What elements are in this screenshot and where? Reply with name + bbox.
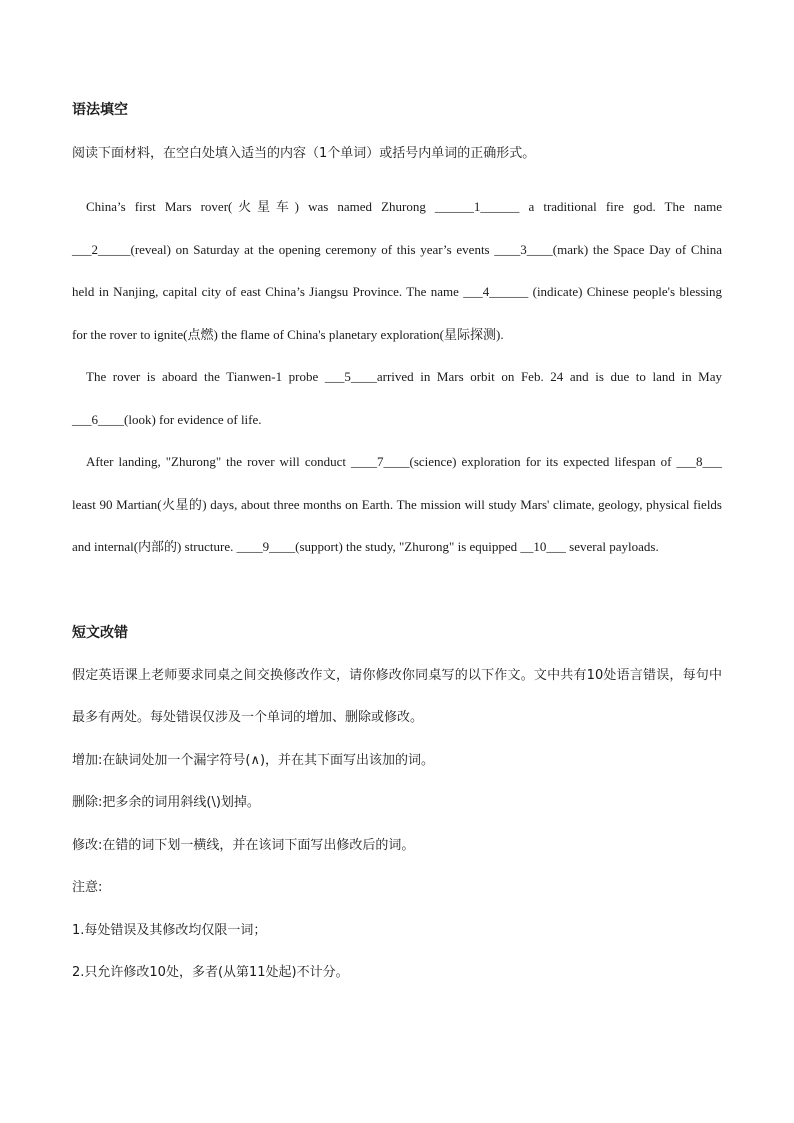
passage-paragraph-2: The rover is aboard the Tianwen-1 probe ___5____arrived in Mars orbit on Feb. 24 and is due to land in May ___6____(look) for evidence of life. [72,369,722,427]
correction-rule-modify: 修改:在错的词下划一横线，并在该词下面写出修改后的词。 [72,837,415,853]
correction-rule-add: 增加:在缺词处加一个漏字符号(∧)，并在其下面写出该加的词。 [72,752,435,768]
grammar-fill-section [72,100,722,569]
section-spacer [72,569,722,623]
correction-note-1: 1.每处错误及其修改均仅限一词； [72,922,267,938]
correction-note-2: 2.只允许修改10处，多者(从第11处起)不计分。 [72,965,349,980]
document-page [72,100,722,995]
error-correction-section [72,623,722,995]
section-title-error-correction: 短文改错 [72,624,128,641]
passage-paragraph-1: China’s first Mars rover(火星车) was named Zhurong ______1______ a traditional fire god. The name ___2_____(reveal) on Saturday at the opening ceremony of this year’s events ____3____(mark) the Space Day of China held in Nanjing, capital city of east China’s Jiangsu Province. The name ___4______ (indicate) Chinese people's blessing for the rover to ignite(点燃) the flame of China's planetary exploration(星际探测). [72,199,722,342]
correction-note-label: 注意: [72,880,103,895]
correction-rule-delete: 删除:把多余的词用斜线(\)划掉。 [72,795,260,810]
section-title-grammar-fill: 语法填空 [72,102,128,118]
correction-instruction-intro: 假定英语课上老师要求同桌之间交换修改作文，请你修改你同桌写的以下作文。文中共有10处语言错误，每句中最多有两处。每处错误仅涉及一个单词的增加、删除或修改。 [72,667,722,725]
passage-paragraph-3: After landing, "Zhurong" the rover will conduct ____7____(science) exploration for its expected lifespan of ___8___ least 90 Martian(火星的) days, about three months on Earth. The mission will study Mars' climate, geology, physical fields and internal(内部的) structure. ____9____(support) the study, "Zhurong" is equipped __10___ several payloads. [72,454,722,554]
grammar-fill-instruction: 阅读下面材料，在空白处填入适当的内容（1个单词）或括号内单词的正确形式。 [72,146,536,161]
